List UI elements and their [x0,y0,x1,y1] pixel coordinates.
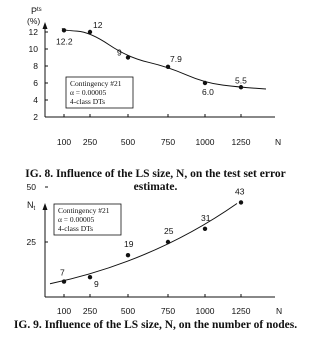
chart1-xlabel: N [275,137,282,147]
chart2-data-labels [60,186,245,289]
chart2-legend-line1: Contingency #21 [58,206,110,215]
data-point [126,55,130,59]
figure-9-caption [0,319,311,332]
chart-number-of-nodes [27,182,283,316]
data-point [203,227,207,231]
chart2-legend-line3: 4-class DTs [58,224,94,233]
chart1-ylabel-unit: (%) [27,16,41,26]
x-tick-label: 750 [160,137,176,147]
x-tick-label: 500 [120,306,136,316]
chart-test-set-error [27,6,281,147]
figure-8-caption [0,168,311,197]
x-tick-label: 1000 [195,137,215,147]
data-point [203,81,207,85]
x-tick-label: 100 [56,137,72,147]
chart2-xlabel: N [276,306,283,316]
chart2-ylabel [27,200,36,212]
figure-8-caption-line1: Influence of the LS size, N, on the test set error [55,168,286,180]
chart2-ylabel-sub: t [33,206,36,212]
data-point [62,279,66,283]
chart2-legend [54,204,121,235]
y-tick-label: 12 [28,27,38,37]
chart1-legend [66,77,133,108]
x-tick-label: 250 [82,306,98,316]
x-tick-label: 250 [82,137,98,147]
data-label: 9 [117,47,122,58]
data-label: 43 [235,186,245,197]
chart1-ylabel [31,6,42,16]
figure-9-caption-line1: Influence of the LS size, N, on the number of nodes. [44,319,298,331]
data-label: 9 [94,279,99,290]
x-tick-label: 1000 [195,306,215,316]
x-tick-label: 1250 [231,137,251,147]
chart1-ylabel-sup: ts [37,7,42,13]
x-tick-label: 750 [160,306,176,316]
y-tick-label: 6 [33,78,38,88]
data-label: 7 [60,267,65,278]
y-tick-label: 10 [28,44,38,54]
y-tick-label: 8 [33,61,38,71]
x-tick-label: 100 [56,306,72,316]
data-point [126,253,130,257]
figure-9-label: IG. 9. [13,319,42,331]
data-label: 12 [93,20,103,30]
chart1-x-ticks [57,114,251,147]
y-tick-label: 4 [33,95,38,105]
data-label: 25 [164,226,174,236]
chart1-y-axis-arrow [43,22,48,29]
data-point [239,200,243,204]
data-point [88,275,92,279]
data-point [88,30,92,34]
data-label: 7.9 [170,53,182,64]
data-label: 6.0 [202,87,214,97]
data-point [166,65,170,69]
data-label: 5.5 [235,75,247,86]
x-tick-label: 500 [120,137,136,147]
chart1-ylabel-main: P [31,6,38,16]
figure-8-label: IG. 8. [25,168,54,180]
y-tick-label: 25 [26,237,36,247]
chart2-y-axis-arrow [43,203,48,210]
chart2-ylabel-main: N [27,200,34,210]
chart1-legend-line1: Contingency #21 [70,79,122,88]
figure-8-caption-line2: estimate. [133,181,178,193]
x-tick-label: 1250 [231,306,251,316]
chart1-legend-line3: 4-class DTs [70,97,106,106]
chart2-legend-line2: α = 0.00005 [58,215,95,224]
data-label: 19 [124,239,134,250]
y-tick-label: 50 [26,182,36,192]
data-label: 31 [201,212,211,223]
data-label: 12.2 [56,36,73,47]
data-point [166,240,170,244]
chart1-legend-line2: α = 0.00005 [70,88,107,97]
data-point [62,28,66,32]
y-tick-label: 2 [33,112,38,122]
data-point [239,85,243,89]
